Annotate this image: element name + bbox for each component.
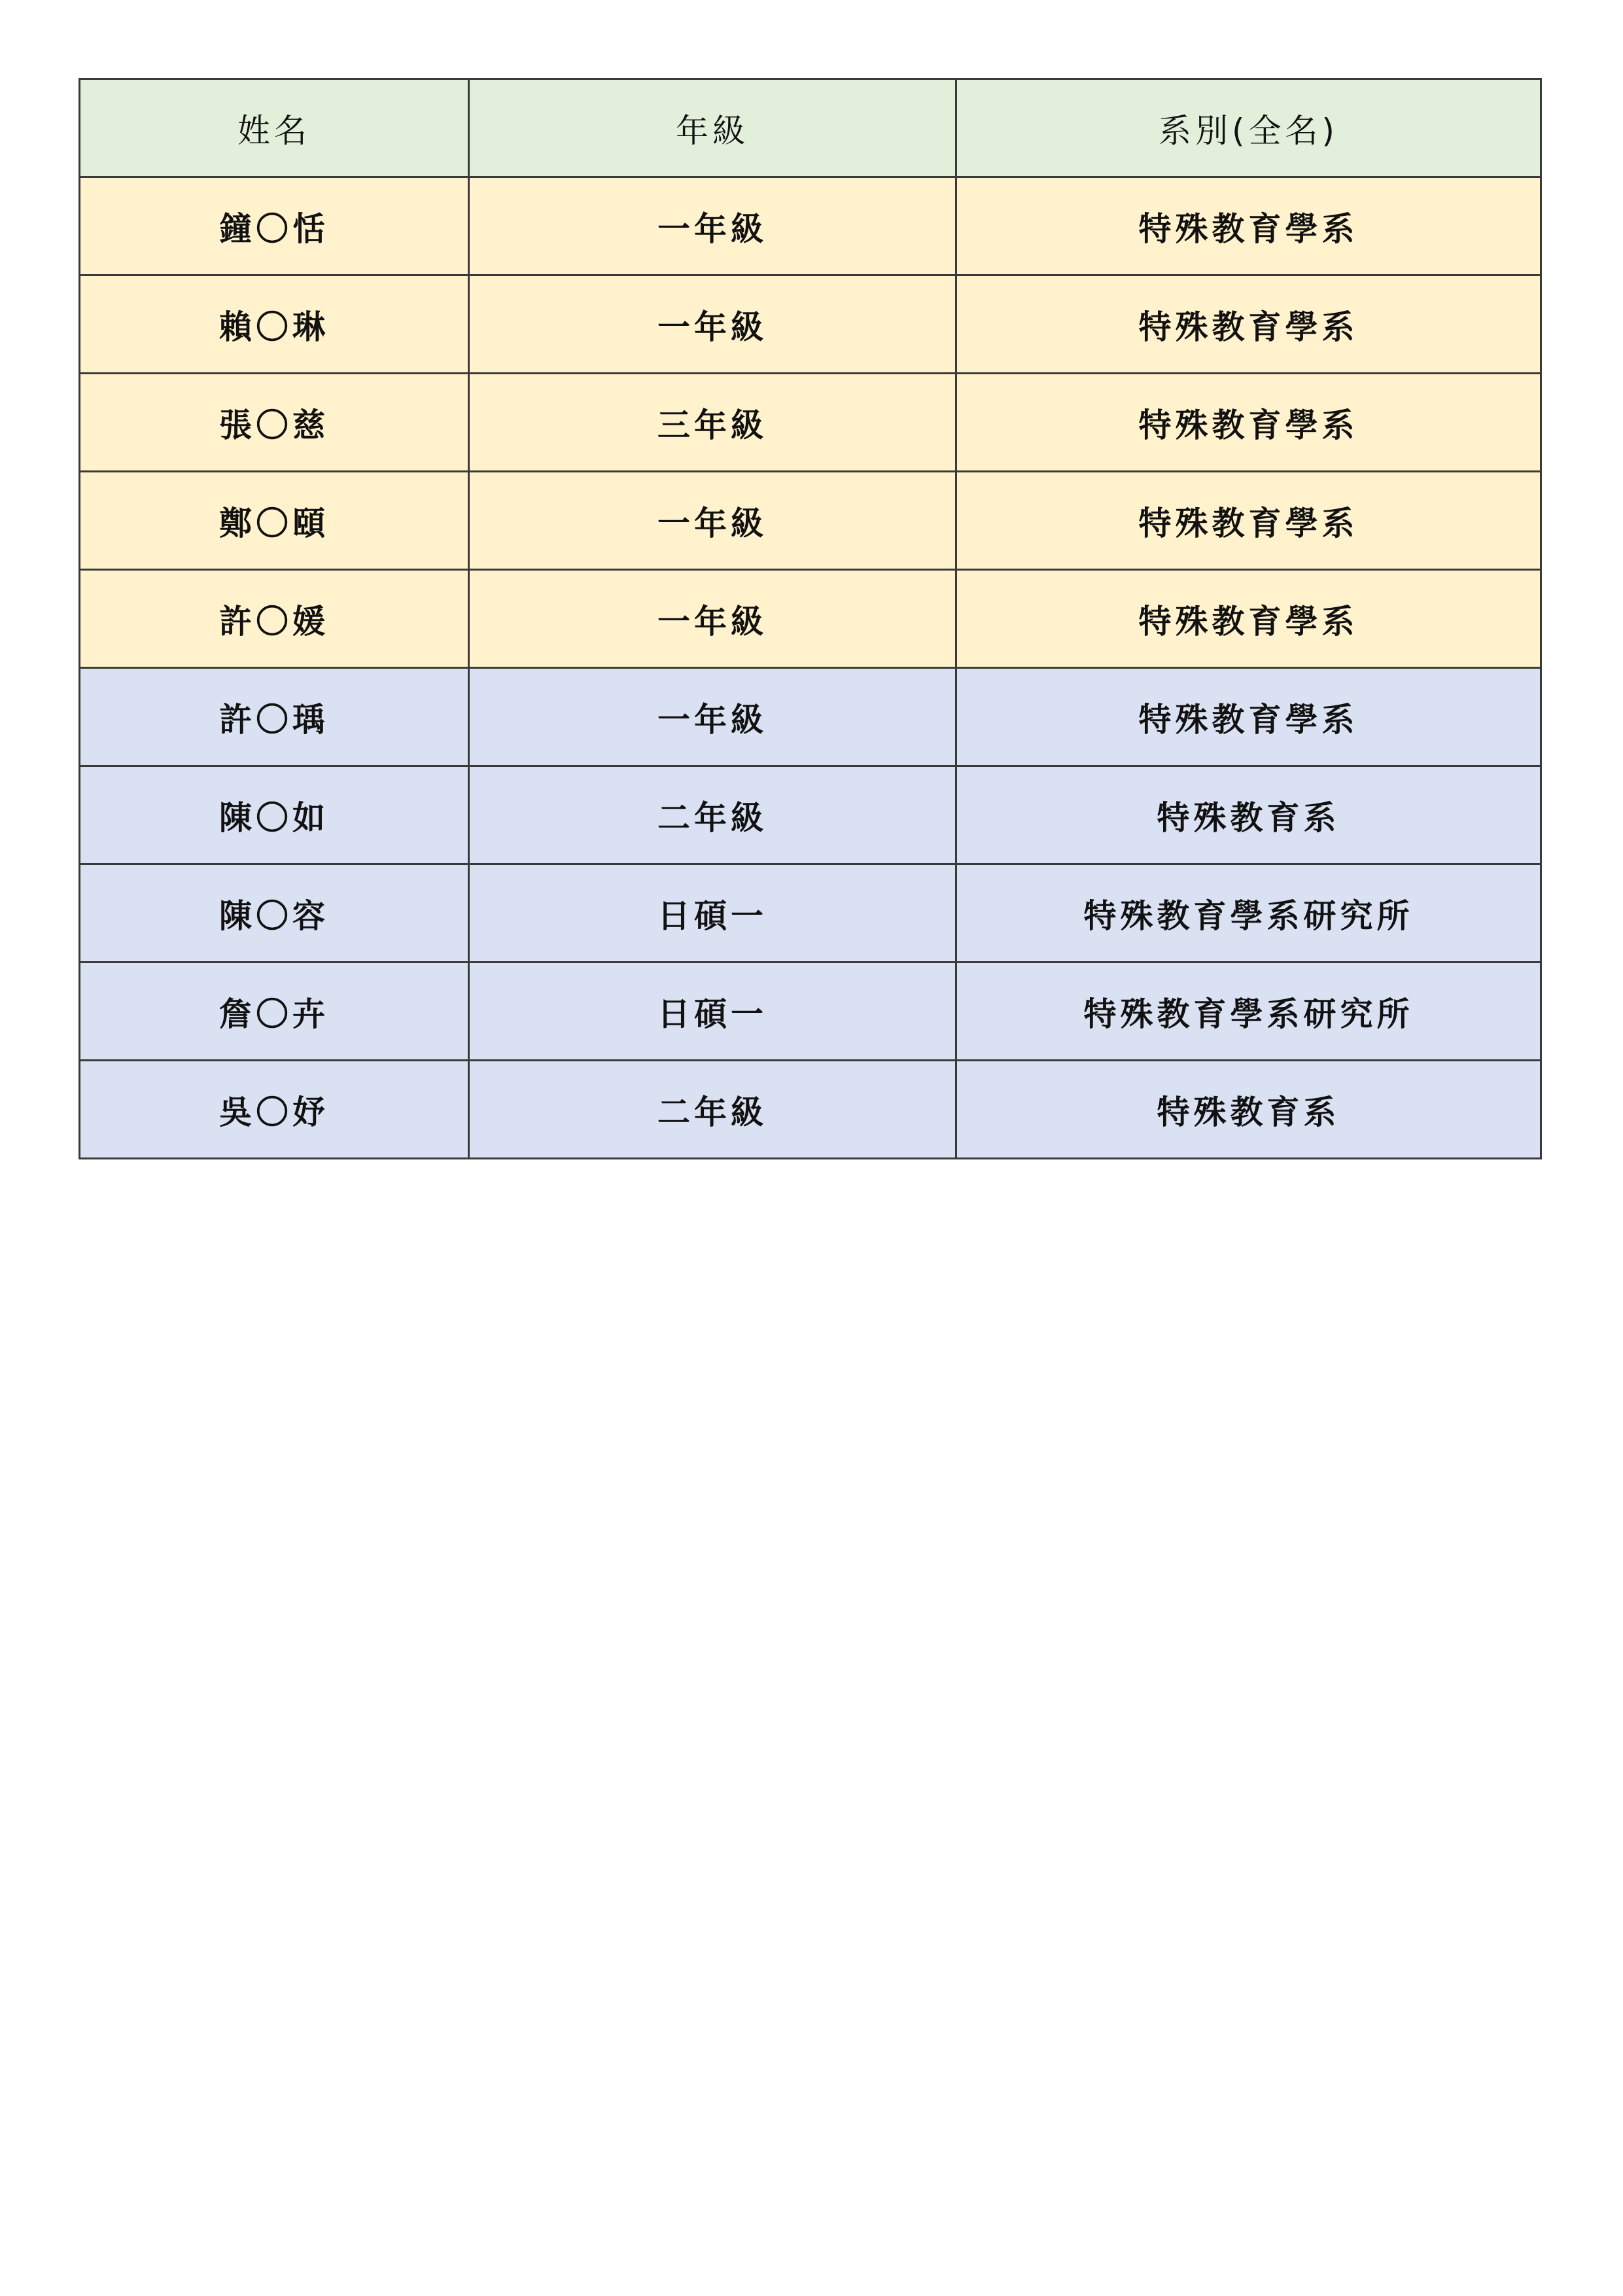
cell-name: 陳〇如: [80, 766, 469, 864]
table-row: [80, 864, 1541, 963]
table-row: [80, 570, 1541, 668]
cell-grade: 三年級: [469, 374, 956, 472]
table-row: [80, 374, 1541, 472]
student-roster-table: [79, 78, 1542, 1159]
cell-department: 特殊教育學系: [956, 275, 1541, 374]
table-row: [80, 177, 1541, 275]
cell-grade: 一年級: [469, 472, 956, 570]
cell-department: 特殊教育學系: [956, 570, 1541, 668]
cell-name: 鐘〇恬: [80, 177, 469, 275]
header-name: 姓名: [80, 79, 469, 177]
cell-department: 特殊教育學系: [956, 374, 1541, 472]
cell-grade: 日碩一: [469, 963, 956, 1061]
table-row: [80, 963, 1541, 1061]
cell-department: 特殊教育學系: [956, 668, 1541, 766]
table-header-row: [80, 79, 1541, 177]
cell-grade: 日碩一: [469, 864, 956, 963]
cell-name: 陳〇容: [80, 864, 469, 963]
cell-name: 鄭〇頤: [80, 472, 469, 570]
cell-department: 特殊教育學系研究所: [956, 864, 1541, 963]
cell-grade: 一年級: [469, 570, 956, 668]
header-grade: 年級: [469, 79, 956, 177]
cell-department: 特殊教育學系: [956, 472, 1541, 570]
cell-department: 特殊教育學系研究所: [956, 963, 1541, 1061]
cell-department: 特殊教育學系: [956, 177, 1541, 275]
header-department: 系別(全名): [956, 79, 1541, 177]
cell-name: 許〇媛: [80, 570, 469, 668]
table-row: [80, 472, 1541, 570]
table-row: [80, 275, 1541, 374]
cell-department: 特殊教育系: [956, 766, 1541, 864]
cell-grade: 一年級: [469, 668, 956, 766]
table-row: [80, 1061, 1541, 1159]
cell-name: 張〇慈: [80, 374, 469, 472]
cell-grade: 二年級: [469, 766, 956, 864]
table-row: [80, 766, 1541, 864]
cell-name: 詹〇卉: [80, 963, 469, 1061]
cell-name: 吳〇妤: [80, 1061, 469, 1159]
table-row: [80, 668, 1541, 766]
cell-grade: 二年級: [469, 1061, 956, 1159]
cell-name: 賴〇琳: [80, 275, 469, 374]
cell-name: 許〇瑀: [80, 668, 469, 766]
cell-department: 特殊教育系: [956, 1061, 1541, 1159]
cell-grade: 一年級: [469, 177, 956, 275]
cell-grade: 一年級: [469, 275, 956, 374]
